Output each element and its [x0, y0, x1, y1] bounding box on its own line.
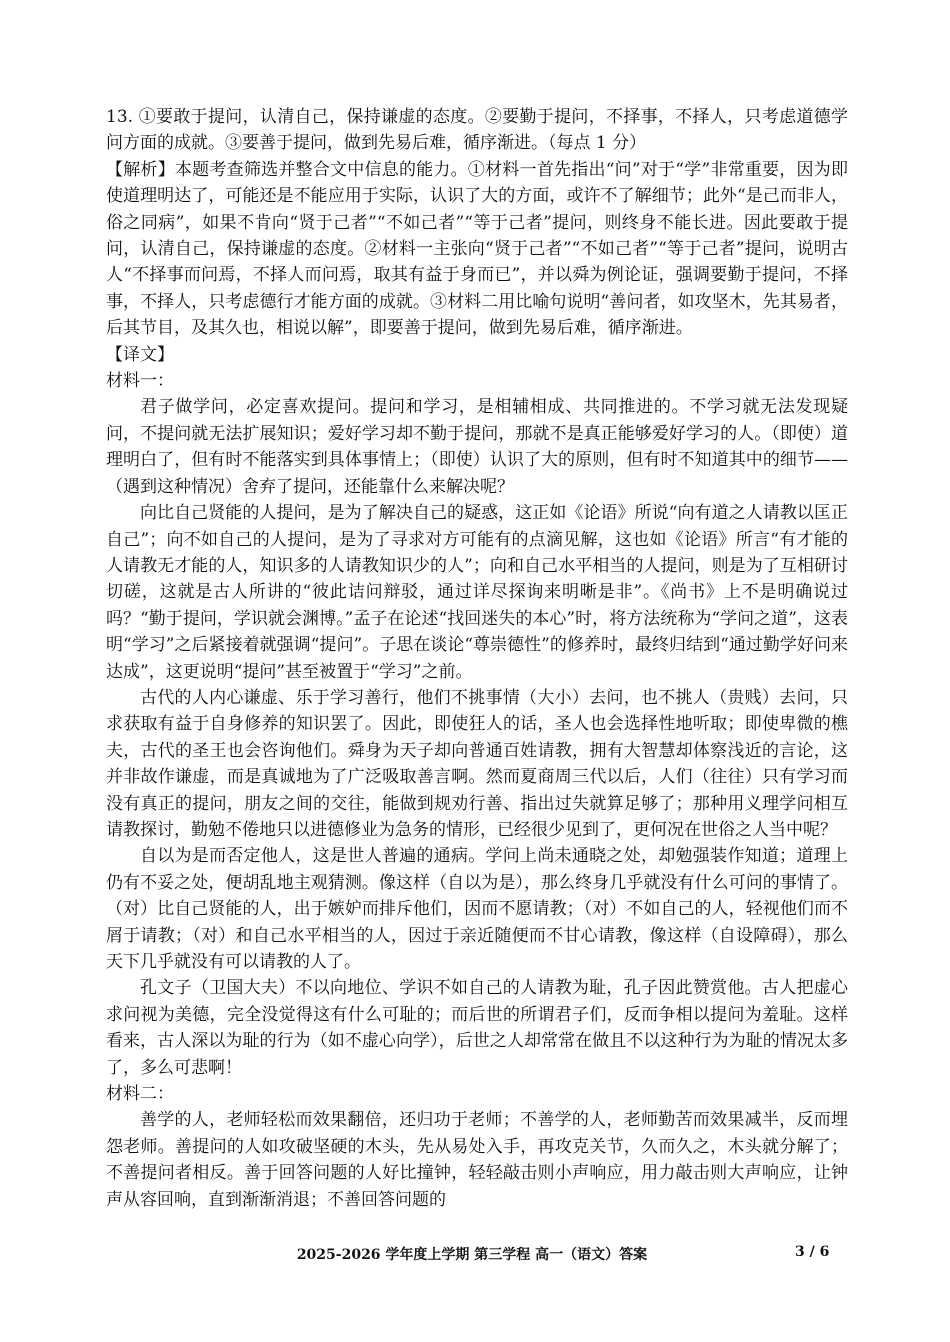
analysis-paragraph: 【解析】本题考查筛选并整合文中信息的能力。①材料一首先指出“问”对于“学”非常重要，因为即使道理明达了，可能还是不能应用于实际，认识了大的方面，或许不了解细节；此外“是己而非人，俗之同病”，如果不肯向“贤于己者”“不如己者”“等于己者”提问，则终身不能长进。因此要敢于提问，认清自己，保持谦虚的态度。②材料一主张向“贤于己者”“不如己者”“等于己者”提问，说明古人“不择事而问焉，不择人而问焉，取其有益于身而已”，并以舜为例论证，强调要勤于提问，不择事，不择人，只考虑德行才能方面的成就。③材料二用比喻句说明“善问者，如攻坚木，先其易者，后其节目，及其久也，相说以解”，即要善于提问，做到先易后难，循序渐进。 [106, 159, 848, 339]
material-one-paragraph: 孔文子（卫国大夫）不以向地位、学识不如自己的人请教为耻，孔子因此赞赏他。古人把虚心求问视为美德，完全没觉得这有什么可耻的；而后世的所谓君子们，反而争相以提问为羞耻。这样看来，古人深以为耻的行为（如不虚心向学），后世之人却常常在做且不以这种行为为耻的情况太多了，多么可悲啊！ [106, 978, 848, 1078]
material-one-paragraph: 向比自己贤能的人提问，是为了解决自己的疑惑，这正如《论语》所说“向有道之人请教以匡正自己”；向不如自己的人提问，是为了寻求对方可能有的点滴见解，这也如《论语》所言“有才能的人请教无才能的人，知识多的人请教知识少的人”；向和自己水平相当的人提问，则是为了互相研讨切磋，这就是古人所讲的“彼此诘问辩驳，通过详尽探询来明晰是非”。《尚书》上不是明确说过吗？“勤于提问，学识就会渊博。”孟子在论述“找回迷失的本心”时，将方法统称为“学问之道”，这表明“学习”之后紧接着就强调“提问”。子思在谈论“尊崇德性”的修养时，最终归结到“通过勤学好问来达成”，这更说明“提问”甚至被置于“学习”之前。 [106, 503, 848, 682]
material-one-paragraph: 君子做学问，必定喜欢提问。提问和学习，是相辅相成、共同推进的。不学习就无法发现疑问，不提问就无法扩展知识；爱好学习却不勤于提问，那就不是真正能够爱好学习的人。（即使）道理明白了，但有时不能落实到具体事情上；（即使）认识了大的原则，但有时不知道其中的细节——（遇到这种情况）舍弃了提问，还能靠什么来解决呢？ [106, 397, 848, 497]
footer-title: 2025-2026 学年度上学期 第三学程 高一（语文）答案 [296, 1247, 648, 1263]
page-number: 3 / 6 [795, 1244, 830, 1260]
material-one-paragraph: 古代的人内心谦虚、乐于学习善行，他们不挑事情（大小）去问，也不挑人（贵贱）去问，只求获取有益于自身修养的知识罢了。因此，即使狂人的话，圣人也会选择性地听取；即使卑微的樵夫，古代的圣王也会咨询他们。舜身为天子却向普通百姓请教，拥有大智慧却体察浅近的言论，这并非故作谦虚，而是真诚地为了广泛吸取善言啊。然而夏商周三代以后，人们（往往）只有学习而没有真正的提问，朋友之间的交往，能做到规劝行善、指出过失就算足够了；那种用义理学问相互请教探讨，勤勉不倦地只以进德修业为急务的情形，已经很少见到了，更何况在世俗之人当中呢？ [106, 687, 848, 840]
translation-heading: 【译文】 [106, 344, 174, 365]
material-one-paragraph: 自以为是而否定他人，这是世人普遍的通病。学问上尚未通晓之处，却勉强装作知道；道理上仍有不妥之处，便胡乱地主观猜测。像这样（自以为是），那么终身几乎就没有什么可问的事情了。（对）比自己贤能的人，出于嫉妒而排斥他们，因而不愿请教；（对）不如自己的人，轻视他们而不屑于请教；（对）和自己水平相当的人，因过于亲近随便而不甘心请教，像这样（自设障碍），那么天下几乎就没有可以请教的人了。 [106, 846, 848, 972]
answer-13: 13. ①要敢于提问，认清自己，保持谦虚的态度。②要勤于提问，不择事，不择人，只考虑道德学问方面的成就。③要善于提问，做到先易后难，循序渐进。（每点 1 分） [106, 107, 848, 154]
answer-document [106, 104, 848, 1213]
material-one-label: 材料一： [106, 371, 174, 392]
material-two-label: 材料二： [106, 1084, 174, 1105]
page-footer [0, 1244, 950, 1266]
material-two-paragraph: 善学的人，老师轻松而效果翻倍，还归功于老师；不善学的人，老师勤苦而效果减半，反而埋怨老师。善提问的人如攻破坚硬的木头，先从易处入手，再攻克关节，久而久之，木头就分解了；不善提问者相反。善于回答问题的人好比撞钟，轻轻敲击则小声响应，用力敲击则大声响应，让钟声从容回响，直到渐渐消退；不善回答问题的 [106, 1110, 848, 1210]
